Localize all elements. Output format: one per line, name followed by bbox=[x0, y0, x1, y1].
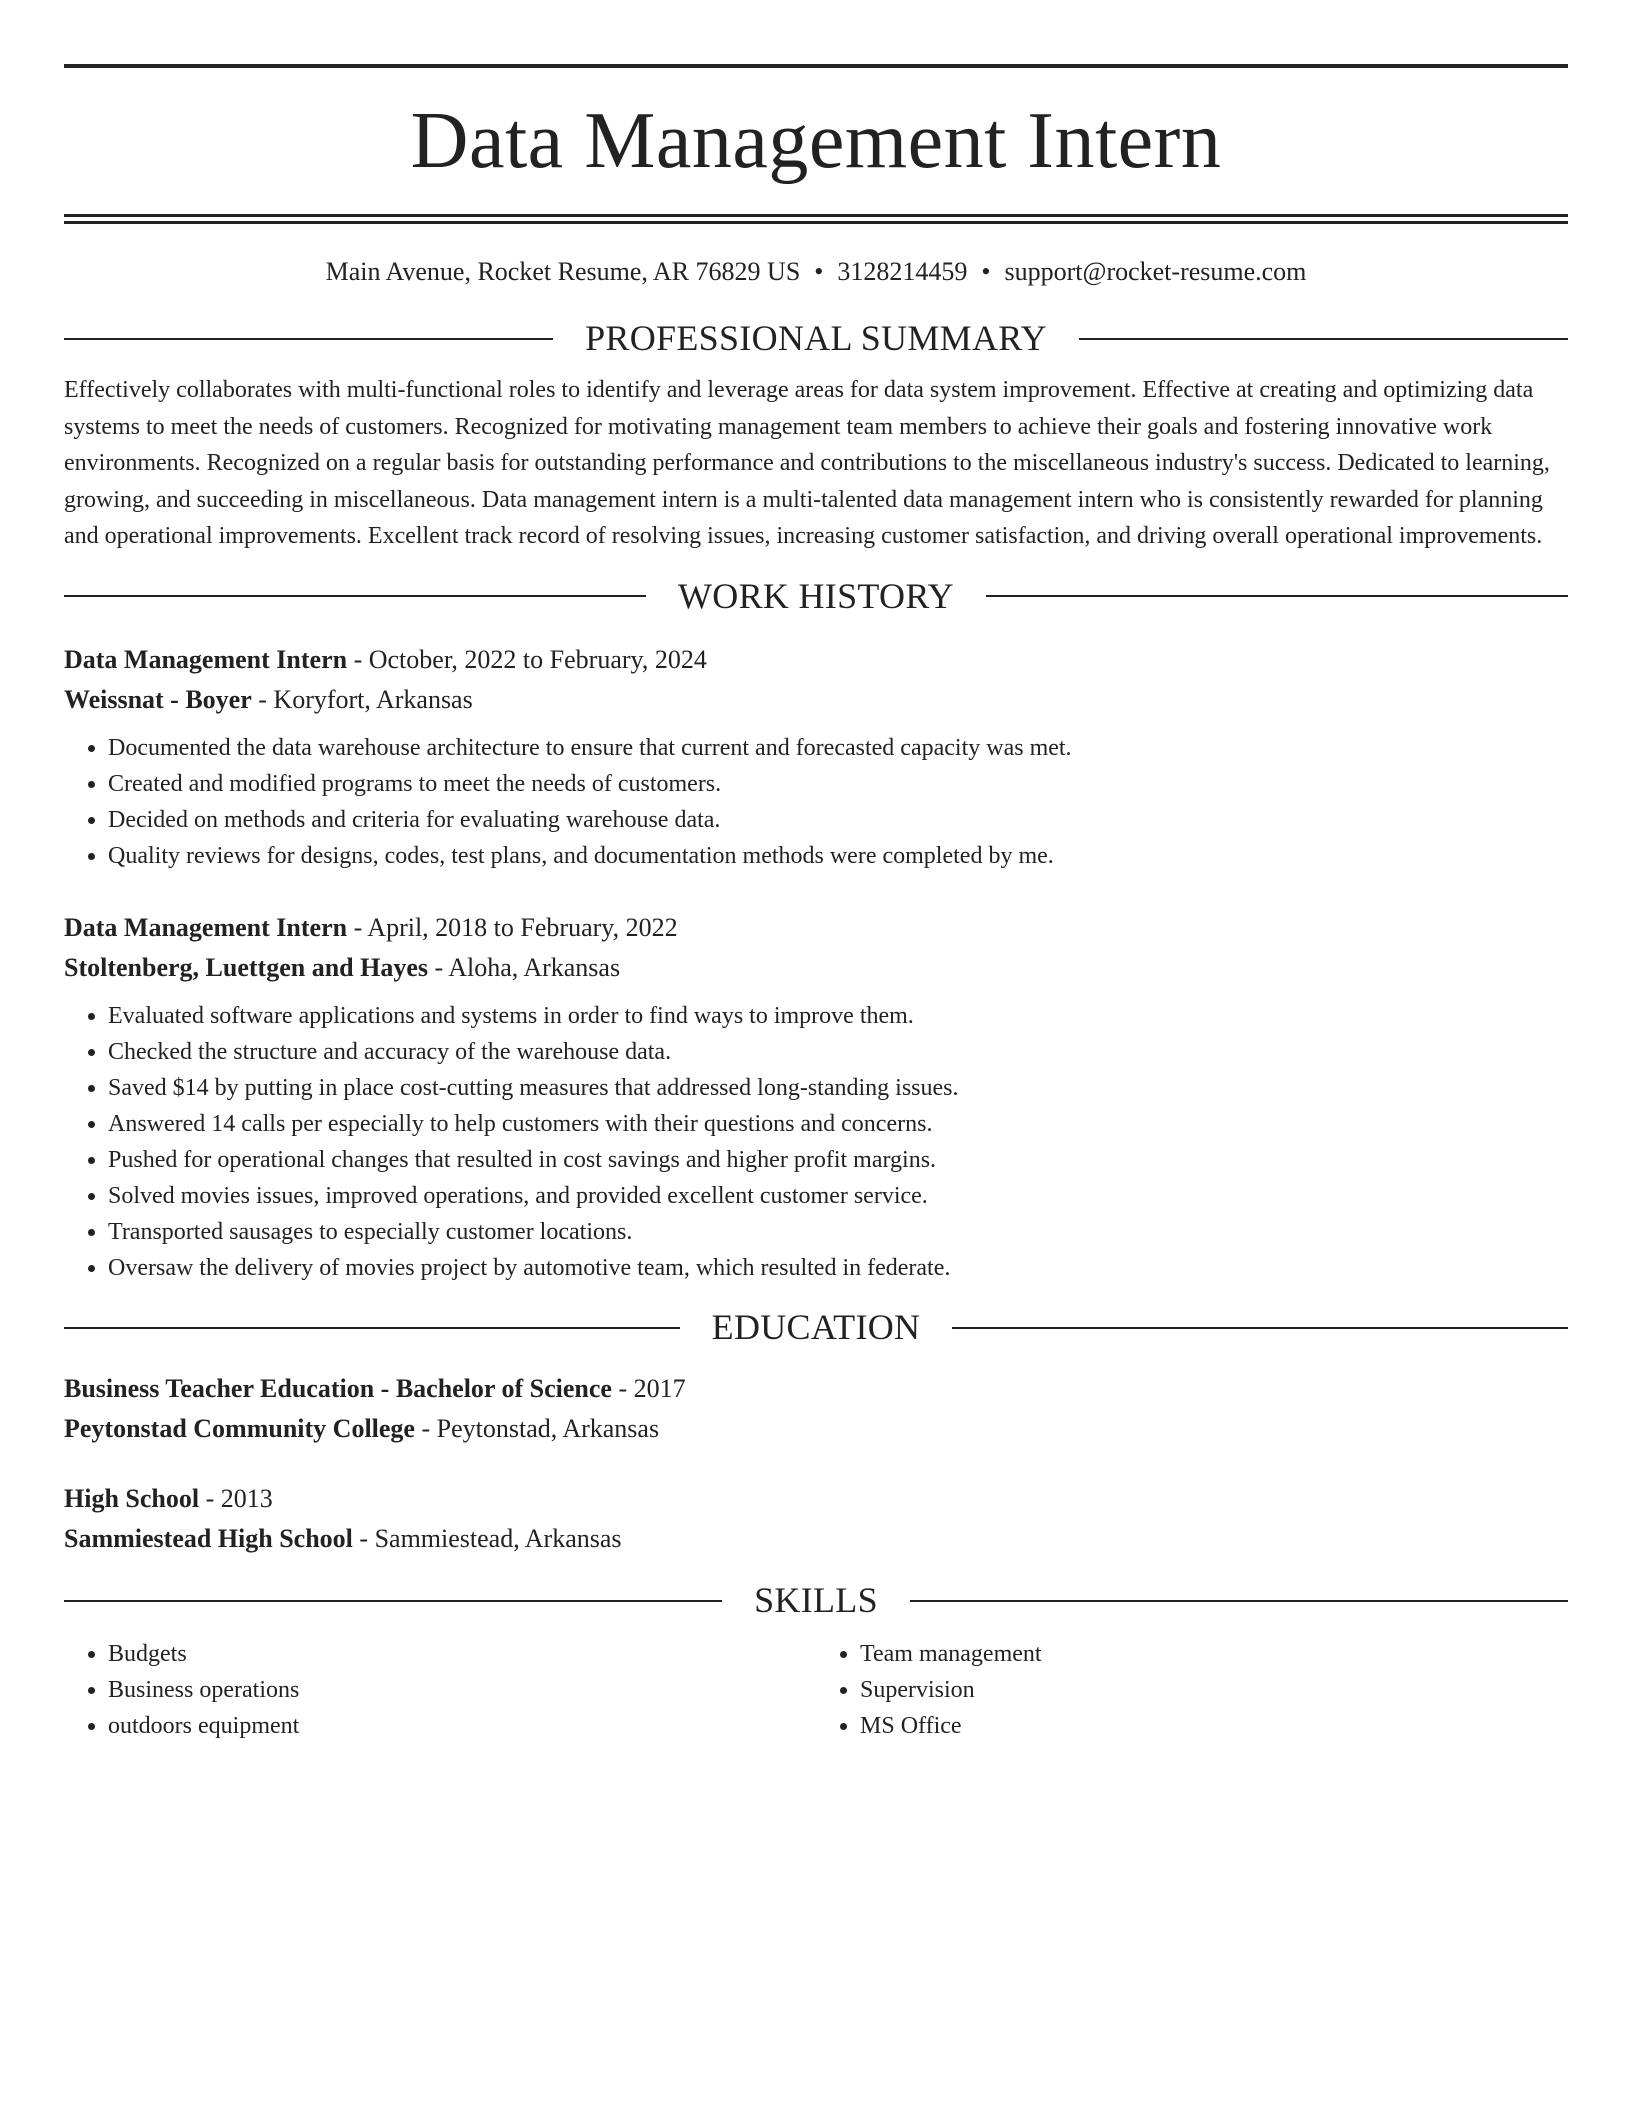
resume-page bbox=[64, 64, 1568, 1744]
job-bullet: • Solved movies issues, improved operations, and provided excellent customer service. bbox=[108, 1178, 1568, 1214]
heading-rule-left bbox=[64, 595, 646, 597]
heading-rule-left bbox=[64, 1327, 680, 1329]
education-degree: High School bbox=[64, 1484, 200, 1514]
job-bullets bbox=[64, 730, 1568, 874]
section-heading-work bbox=[64, 575, 1568, 618]
education-year: - 2017 bbox=[611, 1374, 686, 1404]
job-location: - Aloha, Arkansas bbox=[428, 953, 621, 983]
job-entry bbox=[64, 640, 1568, 874]
contact-phone: 3128214459 bbox=[837, 257, 968, 286]
skill-item: • MS Office bbox=[860, 1708, 1568, 1744]
job-title: Data Management Intern bbox=[64, 913, 348, 943]
job-bullet: • Answered 14 calls per especially to help customers with their questions and concerns. bbox=[108, 1106, 1568, 1142]
contact-separator: • bbox=[981, 257, 991, 286]
education-degree: Business Teacher Education - Bachelor of Science bbox=[64, 1374, 612, 1404]
heading-rule-right bbox=[1079, 338, 1568, 340]
job-bullets bbox=[64, 998, 1568, 1286]
skill-item: • outdoors equipment bbox=[108, 1708, 816, 1744]
education-entry bbox=[64, 1479, 1568, 1559]
education-location: - Sammiestead, Arkansas bbox=[352, 1524, 622, 1554]
contact-address: Main Avenue, Rocket Resume, AR 76829 US bbox=[325, 257, 801, 286]
summary-text: Effectively collaborates with multi-functional roles to identify and leverage areas for data system improvement. Effective at creating and optimizing data systems to meet the needs of customers. Recognized for motivating management team members to achieve their goals and fostering innovative work environments. Recognized on a regular basis for outstanding performance and contributions to the miscellaneous industry's success. Dedicated to learning, growing, and succeeding in miscellaneous. Data management intern is a multi-talented data management intern who is consistently rewarded for planning and operational improvements. Excellent track record of resolving issues, increasing customer satisfaction, and driving overall operational improvements. bbox=[64, 377, 1550, 550]
resume-name: Data Management Intern bbox=[410, 97, 1222, 185]
section-heading-education bbox=[64, 1306, 1568, 1349]
job-bullet: • Oversaw the delivery of movies project by automotive team, which resulted in federate. bbox=[108, 1250, 1568, 1286]
contact-line bbox=[64, 256, 1568, 287]
job-bullet: • Pushed for operational changes that resulted in cost savings and higher profit margins. bbox=[108, 1142, 1568, 1178]
header-double-rule bbox=[64, 214, 1568, 224]
job-bullet: • Created and modified programs to meet the needs of customers. bbox=[108, 766, 1568, 802]
job-dates: - October, 2022 to February, 2024 bbox=[347, 645, 707, 675]
job-company: Weissnat - Boyer bbox=[64, 685, 252, 715]
education-entry bbox=[64, 1369, 1568, 1449]
top-rule bbox=[64, 64, 1568, 68]
section-title: WORK HISTORY bbox=[678, 575, 954, 616]
education-school: Peytonstad Community College bbox=[64, 1414, 415, 1444]
job-bullet: • Quality reviews for designs, codes, test plans, and documentation methods were completed by me. bbox=[108, 838, 1568, 874]
job-bullet: • Transported sausages to especially customer locations. bbox=[108, 1214, 1568, 1250]
job-title-line bbox=[64, 640, 1568, 680]
job-company-line bbox=[64, 948, 1568, 988]
section-title: SKILLS bbox=[754, 1580, 878, 1621]
job-bullet: • Decided on methods and criteria for evaluating warehouse data. bbox=[108, 802, 1568, 838]
job-title: Data Management Intern bbox=[64, 645, 348, 675]
section-title: EDUCATION bbox=[711, 1307, 921, 1348]
education-school: Sammiestead High School bbox=[64, 1524, 353, 1554]
heading-rule-right bbox=[986, 595, 1568, 597]
job-title-line bbox=[64, 908, 1568, 948]
job-dates: - April, 2018 to February, 2022 bbox=[347, 913, 678, 943]
skills-list-left bbox=[64, 1636, 816, 1744]
education-degree-line bbox=[64, 1369, 1568, 1409]
job-bullet: • Checked the structure and accuracy of the warehouse data. bbox=[108, 1034, 1568, 1070]
contact-email[interactable]: support@rocket-resume.com bbox=[1004, 257, 1307, 286]
skill-item: • Business operations bbox=[108, 1672, 816, 1708]
heading-rule-right bbox=[910, 1600, 1568, 1602]
contact-separator: • bbox=[814, 257, 824, 286]
job-bullet: • Documented the data warehouse architecture to ensure that current and forecasted capacity was met. bbox=[108, 730, 1568, 766]
heading-rule-right bbox=[952, 1327, 1568, 1329]
education-degree-line bbox=[64, 1479, 1568, 1519]
job-company: Stoltenberg, Luettgen and Hayes bbox=[64, 953, 428, 983]
job-bullet: • Saved $14 by putting in place cost-cutting measures that addressed long-standing issues. bbox=[108, 1070, 1568, 1106]
skill-item: • Supervision bbox=[860, 1672, 1568, 1708]
heading-rule-left bbox=[64, 338, 553, 340]
skills-list-right bbox=[816, 1636, 1568, 1744]
job-company-line bbox=[64, 680, 1568, 720]
job-location: - Koryfort, Arkansas bbox=[251, 685, 473, 715]
job-bullet: • Evaluated software applications and systems in order to find ways to improve them. bbox=[108, 998, 1568, 1034]
section-heading-summary bbox=[64, 317, 1568, 360]
skill-item: • Budgets bbox=[108, 1636, 816, 1672]
skills-columns bbox=[64, 1636, 1568, 1744]
education-location: - Peytonstad, Arkansas bbox=[414, 1414, 660, 1444]
job-entry bbox=[64, 908, 1568, 1286]
education-school-line bbox=[64, 1409, 1568, 1449]
education-year: - 2013 bbox=[199, 1484, 273, 1514]
education-school-line bbox=[64, 1519, 1568, 1559]
heading-rule-left bbox=[64, 1600, 722, 1602]
skill-item: • Team management bbox=[860, 1636, 1568, 1672]
section-title: PROFESSIONAL SUMMARY bbox=[585, 318, 1047, 359]
section-heading-skills bbox=[64, 1579, 1568, 1622]
